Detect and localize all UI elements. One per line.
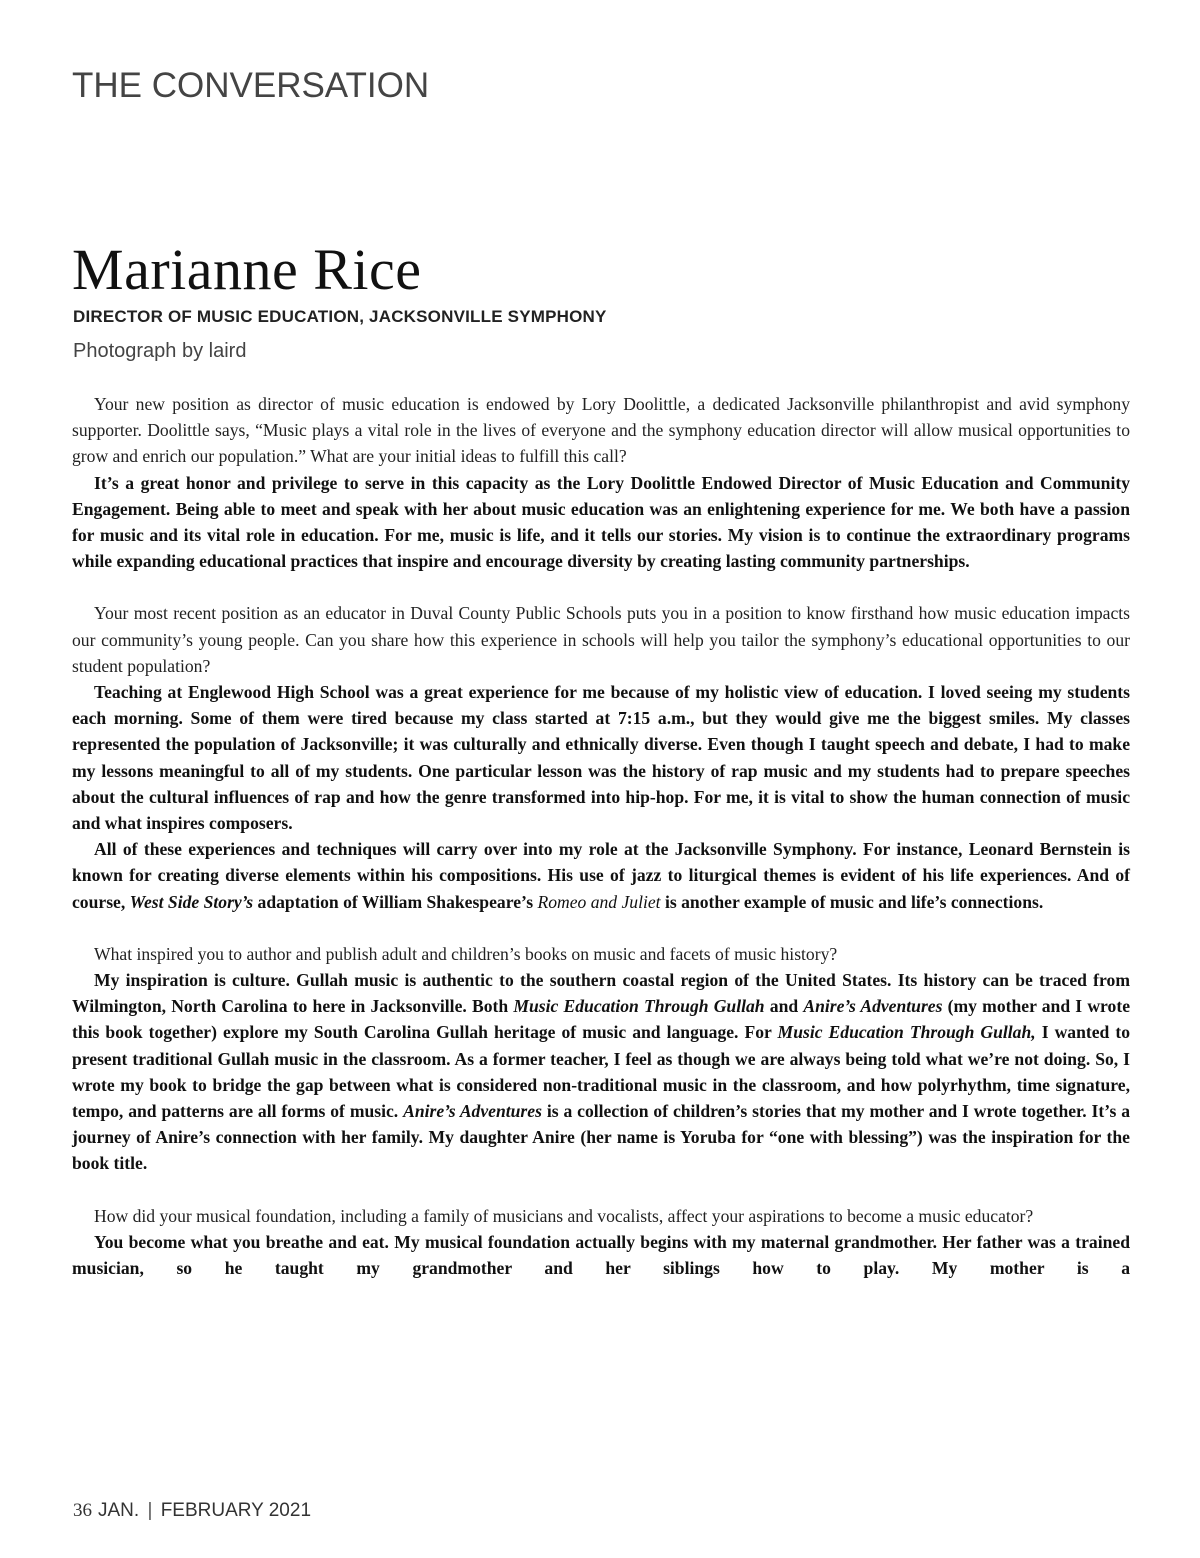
question-2: Your most recent position as an educator in Duval County Public Schools puts you in a position to know firsthand how music education impacts our community’s young people. Can you share how this experience in schools will help you tailor the symphony’s educational opportunities to our student population?: [72, 603, 1130, 676]
answer-2b-text-1: All of these experiences and techniques will carry over into my role at the Jacksonville Symphony. For instance, Leonard Bernstein is known for creating diverse elements within his compositions. His use of jazz to liturgical themes is evident of his life experiences. And of course,: [72, 839, 1130, 912]
article-body: [72, 391, 1130, 1281]
answer-4: You become what you breathe and eat. My musical foundation actually begins with my maternal grandmother. Her father was a trained musician, so he taught my grandmother and her siblings how to play. My mother is a: [72, 1231, 1130, 1279]
answer-2: Teaching at Englewood High School was a great experience for me because of my holistic view of education. I loved seeing my students each morning. Some of them were tired because my class started at 7:15 a.m., but they would give me the biggest smiles. My classes represented the population of Jacksonville; it was culturally and ethnically diverse. Even though I taught speech and debate, I had to make my lessons meaningful to all of my students. One particular lesson was the history of rap music and my students had to prepare speeches about the cultural influences of rap and how the genre transformed into hip-hop. For me, it is vital to show the human connection of music and what inspires composers.: [72, 682, 1130, 834]
interviewee-role: DIRECTOR OF MUSIC EDUCATION, JACKSONVILLE SYMPHONY: [73, 307, 607, 326]
issue-month-start: JAN.: [98, 1500, 140, 1521]
answer-2b-text-2: adaptation of William Shakespeare’s: [253, 891, 538, 912]
book-title-anires-adventures: Anire’s Adventures: [803, 996, 943, 1017]
book-title-west-side-story: West Side Story’s: [129, 891, 254, 912]
book-title-romeo-and-juliet: Romeo and Juliet: [537, 891, 661, 912]
answer-3: [72, 967, 1130, 1177]
question-1: Your new position as director of music education is endowed by Lory Doolittle, a dedicated Jacksonville philanthropist and avid symphony supporter. Doolittle says, “Music plays a vital role in the lives of everyone and the symphony education director will allow musical opportunities to grow and enrich our population.” What are your initial ideas to fulfill this call?: [72, 394, 1130, 467]
page-footer: [73, 1500, 311, 1522]
interviewee-name: Marianne Rice: [72, 237, 422, 302]
issue-month-end: FEBRUARY 2021: [160, 1500, 312, 1521]
answer-3-text-2: and: [764, 996, 804, 1017]
question-4: How did your musical foundation, including a family of musicians and vocalists, affect your aspirations to become a music educator?: [94, 1205, 1034, 1226]
section-label: THE CONVERSATION: [72, 66, 430, 105]
answer-3-text-4: I wanted to present traditional Gullah music in the classroom. As a former teacher, I feel as though we are always being told what we’re not doing. So, I wrote my book to bridge the gap between what is considered non-traditional music in the classroom, and how polyrhythm, time signature, tempo, and patterns are all forms of music.: [72, 1022, 1130, 1122]
page-number: 36: [73, 1500, 92, 1521]
answer-3-text-3: (my mother and I wrote this book together) explore my South Carolina Gullah heritage of music and language. For: [72, 996, 1131, 1043]
answer-1: It’s a great honor and privilege to serve in this capacity as the Lory Doolittle Endowed Director of Music Education and Community Engagement. Being able to meet and speak with her about music education was an enlightening experience for me. We both have a passion for music and its vital role in education. For me, music is life, and it tells our stories. My vision is to continue the extraordinary programs while expanding educational practices that inspire and encourage diversity by creating lasting community partnerships.: [72, 472, 1130, 572]
book-title-music-education-through-gullah: Music Education Through Gullah: [513, 996, 765, 1017]
footer-separator: |: [147, 1500, 153, 1521]
answer-3-text-1: My inspiration is culture. Gullah music is authentic to the southern coastal region of the United States. Its history can be traced from Wilmington, North Carolina to here in Jacksonville. Both: [72, 970, 1130, 1017]
photo-credit: Photograph by laird: [73, 340, 247, 362]
question-3: What inspired you to author and publish adult and children’s books on music and facets of music history?: [94, 943, 838, 964]
answer-2b-text-3: is another example of music and life’s connections.: [660, 891, 1044, 912]
answer-3-text-5: is a collection of children’s stories that my mother and I wrote together. It’s a journey of Anire’s connection with her family. My daughter Anire (her name is Yoruba for “one with blessing”) was the inspiration for the book title.: [72, 1101, 1130, 1174]
book-title-music-education-through-gullah-2: Music Education Through Gullah,: [777, 1022, 1036, 1043]
answer-2-continued: [72, 836, 1130, 915]
book-title-anires-adventures-2: Anire’s Adventures: [403, 1101, 542, 1122]
